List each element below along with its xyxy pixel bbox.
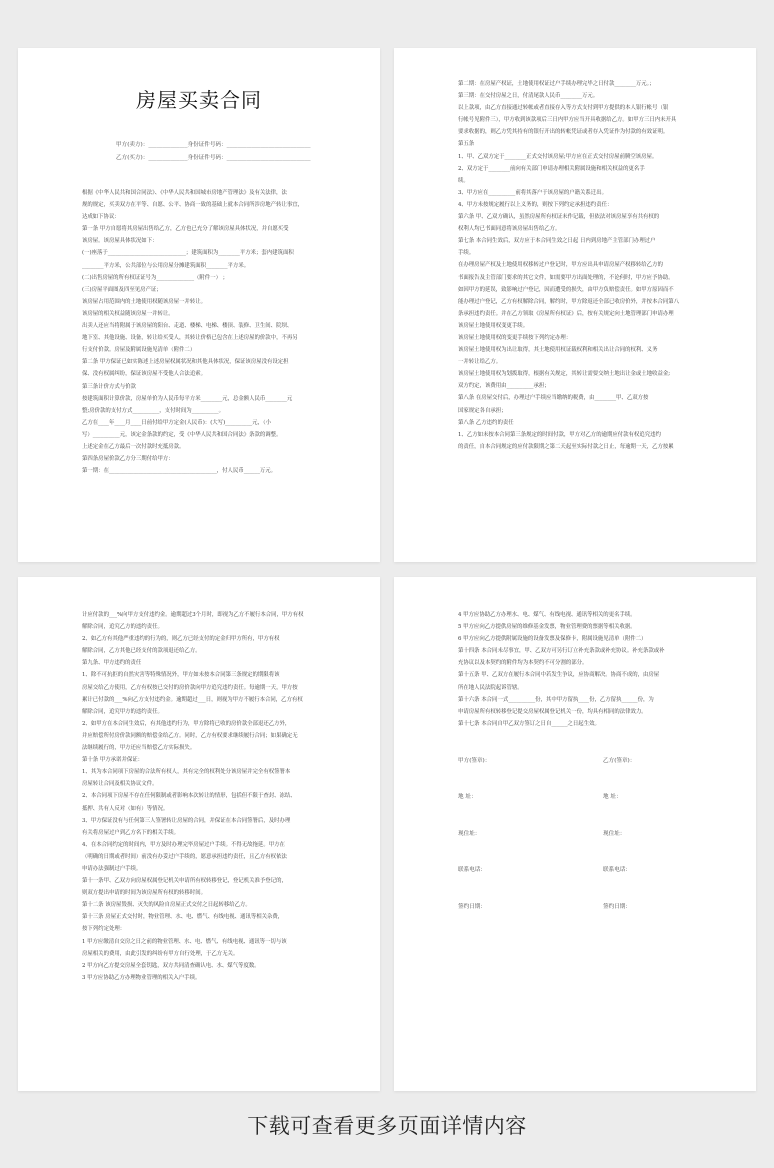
contract-text-line: 按建筑面积计算价款，房屋单价为人民币每平方米________元，总金额人民币________元 xyxy=(82,395,293,402)
contract-page-1 xyxy=(18,48,380,562)
contract-text-line: 书面报告及主管部门要求的其它文件，如需要甲方出面处理的，不论何时，甲方应予协助。 xyxy=(458,274,674,281)
contract-text-line: 第四条房屋价款乙方分三期付给甲方： xyxy=(82,456,174,463)
party-b-signature-field: 签约日期： xyxy=(603,903,631,910)
contract-text-line: 权利人均已书面同意将该房屋出售给乙方。 xyxy=(458,226,561,233)
contract-text-line: 4、在本合同约定的时间内，甲方及时办理完毕房屋过户手续。不得无故拖延。甲方在 xyxy=(82,841,285,848)
contract-text-line: 的责任，自本合同规定的应付款限期之第二天起至实际付款之日止，每逾期一天，乙方按累 xyxy=(458,443,674,450)
contract-text-line: 第十七条 本合同自甲乙双方签订之日自______之日起生效。 xyxy=(458,720,600,727)
contract-text-line: 1、乙方如未按本合同第三条规定的时间付款，甲方对乙方的逾期应付款有权追究违约 xyxy=(458,431,661,438)
contract-text-line: 能办理过户登记，乙方有权解除合同，解约时，甲方除返还全部已收房价外，并按本合同第八 xyxy=(458,298,680,305)
page-4-body xyxy=(458,609,692,730)
contract-text-line: 4 甲方应协助乙方办理水、电、煤气、有线电视、通讯等相关的更名手续。 xyxy=(458,612,636,618)
contract-text-line: 整;房价款的支付方式__________，支付时间为__________。 xyxy=(82,407,224,414)
contract-text-line: 双方约定，该费用由__________承担； xyxy=(458,383,550,390)
contract-text-line: 如因甲方的延误，致影响过户登记，因而遭受的损失，由甲方负赔偿责任。如甲方原因而不 xyxy=(458,286,674,293)
document-title: 房屋买卖合同 xyxy=(136,88,262,112)
contract-text-line: 以上款项，由乙方直接通过转帐或者直接存入等方式支付到甲方提供的本人银行帐号（银 xyxy=(458,105,669,112)
contract-text-line: 行支付价款。房屋及附属设施见清单（附件二） xyxy=(82,347,196,354)
contract-text-line: 第九条、甲方违约的责任 xyxy=(82,660,142,667)
contract-text-line: 第十一条甲、乙双方向房屋权属登记机关申请所有权转移登记，登记机关准予登记的， xyxy=(82,878,287,885)
contract-text-line: 房屋交给乙方使用，乙方有权按已交付的房价款向甲方追究违约责任。每逾期一天，甲方按 xyxy=(82,684,298,691)
contract-text-line: 手续。 xyxy=(458,250,475,257)
contract-text-line: 一并转让给乙方。 xyxy=(458,359,502,366)
contract-text-line: 1、其为本合同项下房屋的合法所有权人，其有完全的权利处分该房屋并完全有权签署本 xyxy=(82,769,291,776)
download-more-link[interactable]: 下载可查看更多页面详情内容 xyxy=(247,1114,527,1138)
contract-text-line: 累计已付款的___%向乙方支付违约金。逾期超过___日，则视为甲方不履行本合同，乙方有权 xyxy=(82,696,303,703)
contract-text-line: 保、没有权属纠纷，保证该房屋不受他人合法追索。 xyxy=(82,371,206,378)
contract-text-line: 解除合同，追究乙方的违约责任。 xyxy=(82,624,163,631)
contract-text-line: (一)座落于_____________________________；建筑面积为________平方米；套内建筑面积 xyxy=(82,250,294,257)
contract-text-line: 出卖人还应当将附属于该房屋的阳台、走道、楼梯、电梯、楼顶、装修、卫生间、院坝、 xyxy=(82,323,293,330)
contract-text-line: 3、甲方保证没有与任何第三人签署转让房屋的合同，并保证在本合同签署后，及时办理 xyxy=(82,817,291,824)
contract-text-line: 条承担违约责任。并在乙方领取《房屋所有权证》后，按有关规定向土地管理部门申请办理 xyxy=(458,310,674,317)
contract-text-line: 2、如甲方在本合同生效后，有其他违约行为，甲方除将已收的房价款全部退还乙方外， xyxy=(82,720,291,727)
contract-text-line: 要求收据的，则乙方凭其持有的银行开出的转帐凭证或者存入凭证作为付款的有效证明。 xyxy=(458,129,669,136)
contract-text-line: 5 甲方应向乙方提供房屋的维修基金发票，物业管理费的票据等相关收据。 xyxy=(458,624,636,631)
contract-text-line: 有关将房屋过户到乙方名下的相关手续。 xyxy=(82,829,180,836)
contract-text-line: 该房屋土地使用权的变更手续按下列约定办理： xyxy=(458,334,572,341)
contract-text-line: 抵押、共有人反对（如有）等情况。 xyxy=(82,805,169,812)
contract-text-line: 写）__________元，该定金条款的约定，受《中华人民共和国合同法》条款的调整。 xyxy=(82,431,282,438)
contract-text-line: 第八条 在房屋交付后，办理过户手续应当缴纳的税费，由________甲、乙双方按 xyxy=(458,395,649,402)
contract-text-line: 3 甲方应协助乙方办理物业管理的相关入户手续。 xyxy=(82,974,201,981)
contract-text-line: 第五条 xyxy=(458,141,475,148)
party-b-signature-field: 现住址： xyxy=(603,830,626,837)
contract-text-line: 续。 xyxy=(458,177,469,184)
contract-text-line: 2、本合同项下房屋不存在任何限制或者影响本次转让的情形，包括但不限于查封、冻结、 xyxy=(82,793,296,800)
party-b-signature-field: 地 址： xyxy=(603,794,622,801)
contract-text-line: 2 甲方向乙方提交房屋全套钥匙，双方共同清查确认电、水、煤气等度数。 xyxy=(82,962,260,969)
contract-text-line: 该房屋的相关权益随该房屋一并转让。 xyxy=(82,310,174,317)
contract-text-line: 则双方提出申请的时间为该房屋所有权的转移时间。 xyxy=(82,890,206,897)
contract-text-line: 房屋相关的费用，由此引发的纠纷有甲方自行处理，于乙方无关。 xyxy=(82,950,239,957)
contract-text-line: 第七条 本合同生效后，双方应于本合同生效之日起 日内到房地产主管部门办理过户 xyxy=(458,238,656,245)
contract-text-line: （明确的日期或者时间）前没有办妥过户手续的，愿意承担违约责任，且乙方有权依法 xyxy=(82,853,287,860)
contract-text-line: 第一条 甲方自愿将其房屋出售给乙方，乙方也已充分了解该房屋具体状况，并自愿买受 xyxy=(82,226,289,233)
page-3-body xyxy=(82,609,316,984)
party-a-signature-field: 联系电话： xyxy=(458,867,486,874)
contract-text-line: 计应付款的___%向甲方支付违约金。逾期超过3个月时，即视为乙方不履行本合同，甲方有权 xyxy=(82,612,304,618)
contract-text-line: 第三期：在交付房屋之日，付清尾款人民币________万元。 xyxy=(458,93,599,100)
party-a-signature-field: 甲方(签章)： xyxy=(458,757,491,764)
contract-text-line: 在办理房屋产权及土地使用权移转过户登记时，甲方应出具申请房屋产权移转给乙方的 xyxy=(458,262,663,269)
contract-text-line: 充协议以及本契约的附件均为本契约不可分割的部分。 xyxy=(458,660,588,667)
contract-text-line: 地下室、其他设施、设备，转让给买受人，其转让价格已包含在上述房屋的价款中，不再另 xyxy=(82,335,298,342)
contract-text-line: 该房屋占用范围内的土地使用权随该房屋一并转让。 xyxy=(82,298,206,305)
contract-text-line: 解除合同，乙方其他已经支付的款项退还给乙方。 xyxy=(82,648,201,655)
contract-text-line: 6 甲方应向乙方提供附属设施的设备发票及保修卡，附属设施见清单（附件二） xyxy=(458,636,647,643)
contract-text-line: 所在地人民法院起诉管辖。 xyxy=(458,684,523,691)
contract-text-line: 第十六条 本合同一式__________份，其中甲方留执____份，乙方留执______份，为 xyxy=(458,696,654,703)
party-a-signature-field: 地 址： xyxy=(458,794,477,801)
contract-text-line: 申请房屋所有权转移登记提交房屋权属登记机关一份，均具有相同的法律效力。 xyxy=(458,708,647,715)
contract-text-line: 1 甲方应缴清自交房之日之前的物业管理、水、电、燃气、有线电视、通讯等一切与该 xyxy=(82,938,287,945)
page-1-body xyxy=(82,187,316,477)
signature-row xyxy=(458,902,692,939)
contract-page-2 xyxy=(394,48,756,562)
contract-text-line: 2、双方定于________前向有关部门申请办理相关附属设施和相关权益的更名手 xyxy=(458,165,645,172)
page-2-body xyxy=(458,78,692,453)
party-a-signature-field: 现住址： xyxy=(458,830,481,837)
contract-text-line: 第六条 甲、乙双方确认，虽然房屋所有权证未作记载，但依法对该房屋享有共有权的 xyxy=(458,214,660,221)
contract-text-line: 解除合同，追究甲方的违约责任。 xyxy=(82,708,163,715)
contract-text-line: 4、甲方未按规定履行以上义务的，则按下列约定承担违约责任： xyxy=(458,201,613,208)
contract-text-line: 上述定金在乙方最后一次付款时充抵房款。 xyxy=(82,443,185,450)
contract-text-line: 1、除不可抗拒的自然灾害等特殊情况外，甲方如未按本合同第三条规定的期限将该 xyxy=(82,672,280,679)
contract-text-line: 房屋转让合同及相关协议文件。 xyxy=(82,781,158,788)
contract-text-line: 1、甲、乙双方定于________正式交付该房屋;甲方应在正式交付房屋前腾空该房屋。 xyxy=(458,153,658,160)
contract-text-line: (二)出售房屋的所有权证证号为______________（附件一） ； xyxy=(82,274,229,281)
contract-page-3 xyxy=(18,577,380,1091)
contract-text-line: 第二条 甲方保证已如实陈述上述房屋权属状况和其他具体状况，保证该房屋没有设定担 xyxy=(82,359,289,366)
contract-text-line: 规的规定，买卖双方在平等、自愿、公平、协商一致的基础上就本合同所涉房地产转让事宜， xyxy=(82,202,304,209)
signature-row xyxy=(458,756,692,793)
contract-text-line: 达成如下协议： xyxy=(82,214,120,221)
contract-text-line: 第一期：在________________________________________，付人民币______万元。 xyxy=(82,468,277,475)
contract-text-line: 该房屋土地使用权为划拨取得，根据有关规定，其转让需要交纳土地出让金或土地收益金; xyxy=(458,371,671,378)
contract-text-line: 2、如乙方有其他严重违约的行为的，则乙方已经支付的定金归甲方所有，甲方有权 xyxy=(82,636,280,643)
contract-text-line: 行帐号见附件三），甲方收到该款项后三日内甲方应当开具收据给乙方。如甲方三日内未开具 xyxy=(458,117,677,124)
signature-row xyxy=(458,829,692,866)
contract-text-line: 第八条 乙方违约的责任 xyxy=(458,419,514,426)
signature-row xyxy=(458,792,692,829)
party-a-line: 甲方(卖方)：______________身份证件号码：______________________________ xyxy=(116,142,311,148)
contract-text-line: 法继续履行的，甲方还应当赔偿乙方实际损失。 xyxy=(82,745,196,752)
contract-text-line: 根据《中华人民共和国合同法》、《中华人民共和国城市房地产管理法》及有关法律，法 xyxy=(82,190,287,196)
contract-text-line: 申请办法强制过户手续。 xyxy=(82,865,142,872)
contract-text-line: ________平方米，公共部位与公用房屋分摊建筑面积________平方米。 xyxy=(82,262,250,269)
contract-text-line: 国家规定各自承担； xyxy=(458,407,507,414)
contract-text-line: 乙方在____年____月____日前付给甲方定金(人民币)：(大写)__________元，（小 xyxy=(82,419,271,426)
contract-text-line: 该房屋。该房屋具体状况如下： xyxy=(82,238,158,245)
party-b-signature-field: 联系电话： xyxy=(603,867,631,874)
contract-text-line: 第十三条 房屋正式交付时，物业管理、水、电、燃气、有线电视、通讯等相关杂费， xyxy=(82,914,284,921)
contract-text-line: 第十四条 本合同未尽事宜，甲、乙双方可另行订立补充条款或补充协议。补充条款或补 xyxy=(458,648,665,655)
contract-text-line: 第二期：在房屋产权证，土地使用权证过户手续办理完毕之日付款________万元。； xyxy=(458,81,655,87)
contract-text-line: 第十二条 该房屋毁损、灭失的风险自房屋正式交付之日起转移给乙方。 xyxy=(82,902,251,909)
party-b-line: 乙方(买方)：______________身份证件号码：______________________________ xyxy=(116,155,311,161)
contract-text-line: 并应赔偿所付房价款同额的赔偿金给乙方。同时，乙方有权要求继续履行合同；如果确定无 xyxy=(82,732,298,739)
contract-page-4 xyxy=(394,577,756,1091)
contract-text-line: 按下列约定处理： xyxy=(82,926,126,933)
contract-text-line: 第十条 甲方承诺并保证： xyxy=(82,757,144,764)
signature-block xyxy=(458,756,692,939)
contract-text-line: 第十五条 甲、乙双方在履行本合同中若发生争议，应协商解决。协商不成的，由房屋 xyxy=(458,672,660,679)
contract-text-line: (三)房屋平面图及四至见房产证； xyxy=(82,286,162,293)
party-a-signature-field: 签约日期： xyxy=(458,903,486,910)
signature-row xyxy=(458,865,692,902)
party-b-signature-field: 乙方(签章)： xyxy=(603,757,636,764)
contract-text-line: 该房屋土地使用权为出让取得，其土地使用权证载权利和相关出让合同的权利、义务 xyxy=(458,347,658,354)
contract-text-line: 该房屋土地使用权变更手续。 xyxy=(458,322,529,329)
contract-text-line: 3、甲方应在__________前将其落户于该房屋的户籍关系迁出。 xyxy=(458,189,607,196)
contract-text-line: 第三条计价方式与价款 xyxy=(82,383,136,390)
